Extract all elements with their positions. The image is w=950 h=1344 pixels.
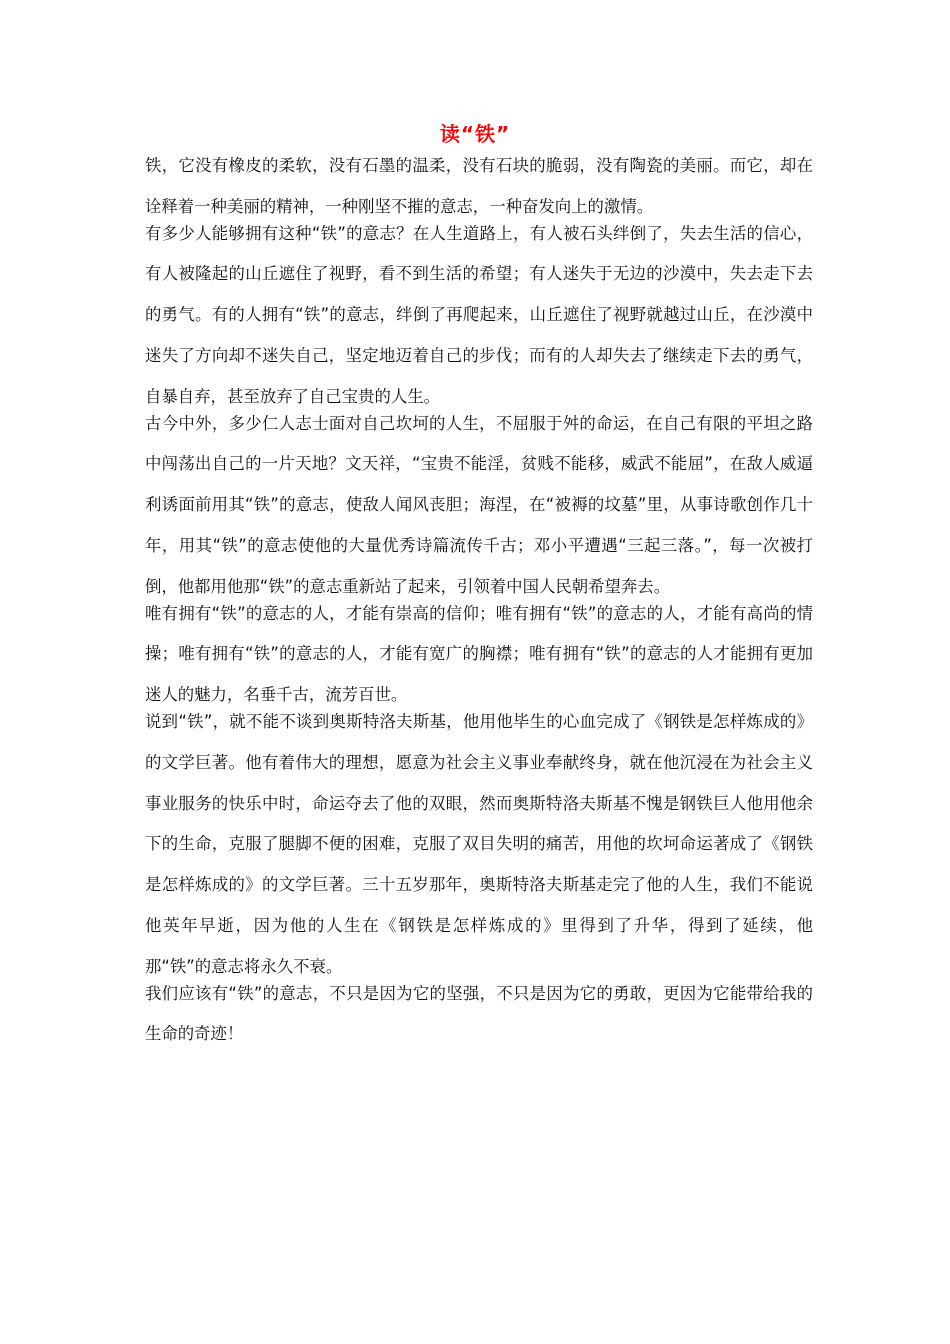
paragraph-5: 说到“铁”，就不能不谈到奥斯特洛夫斯基，他用他毕生的心血完成了《钢铁是怎样炼成的》的文学巨著。他有着伟大的理想，愿意为社会主义事业奉献终身，就在他沉浸在为社会主义事业服务的快乐中时，命运夺去了他的双眼，然而奥斯特洛夫斯基不愧是钢铁巨人他用他余下的生命，克服了腿脚不便的困难，克服了双目失明的痛苦，用他的坎坷命运著成了《钢铁是怎样炼成的》的文学巨著。三十五岁那年，奥斯特洛夫斯基走完了他的人生，我们不能说他英年早逝，因为他的人生在《钢铁是怎样炼成的》里得到了升华，得到了延续，他那“铁”的意志将永久不衰。 <box>145 711 813 976</box>
paragraph-6: 我们应该有“铁”的意志，不只是因为它的坚强，不只是因为它的勇敢，更因为它能带给我的生命的奇迹！ <box>145 983 813 1044</box>
paragraph-3: 古今中外，多少仁人志士面对自己坎坷的人生，不屈服于舛的命运，在自己有限的平坦之路中闯荡出自己的一片天地？文天祥，“宝贵不能淫，贫贱不能移，威武不能屈”，在敌人威逼利诱面前用其“铁”的意志，使敌人闻风丧胆；海涅，在“被褥的坟墓”里，从事诗歌创作几十年，用其“铁”的意志使他的大量优秀诗篇流传千古；邓小平遭遇“三起三落。”，每一次被打倒，他都用他那“铁”的意志重新站了起来，引领着中国人民朝希望奔去。 <box>145 413 813 596</box>
document-title: 读“铁” <box>439 122 511 146</box>
document-body <box>145 146 813 1055</box>
paragraph-1: 铁，它没有橡皮的柔软，没有石墨的温柔，没有石块的脆弱，没有陶瓷的美丽。而它，却在诠释着一种美丽的精神，一种刚坚不摧的意志，一种奋发向上的激情。 <box>145 156 813 216</box>
paragraph-2: 有多少人能够拥有这种“铁”的意志？在人生道路上，有人被石头绊倒了，失去生活的信心，有人被隆起的山丘遮住了视野，看不到生活的希望；有人迷失于无边的沙漠中，失去走下去的勇气。有的人拥有“铁”的意志，绊倒了再爬起来，山丘遮住了视野就越过山丘，在沙漠中迷失了方向却不迷失自己，坚定地迈着自己的步伐；而有的人却失去了继续走下去的勇气，自暴自弃，甚至放弃了自己宝贵的人生。 <box>145 223 813 406</box>
paragraph-4: 唯有拥有“铁”的意志的人，才能有崇高的信仰；唯有拥有“铁”的意志的人，才能有高尚的情操；唯有拥有“铁”的意志的人，才能有宽广的胸襟；唯有拥有“铁”的意志的人才能拥有更加迷人的魅力，名垂千古，流芳百世。 <box>145 603 813 705</box>
